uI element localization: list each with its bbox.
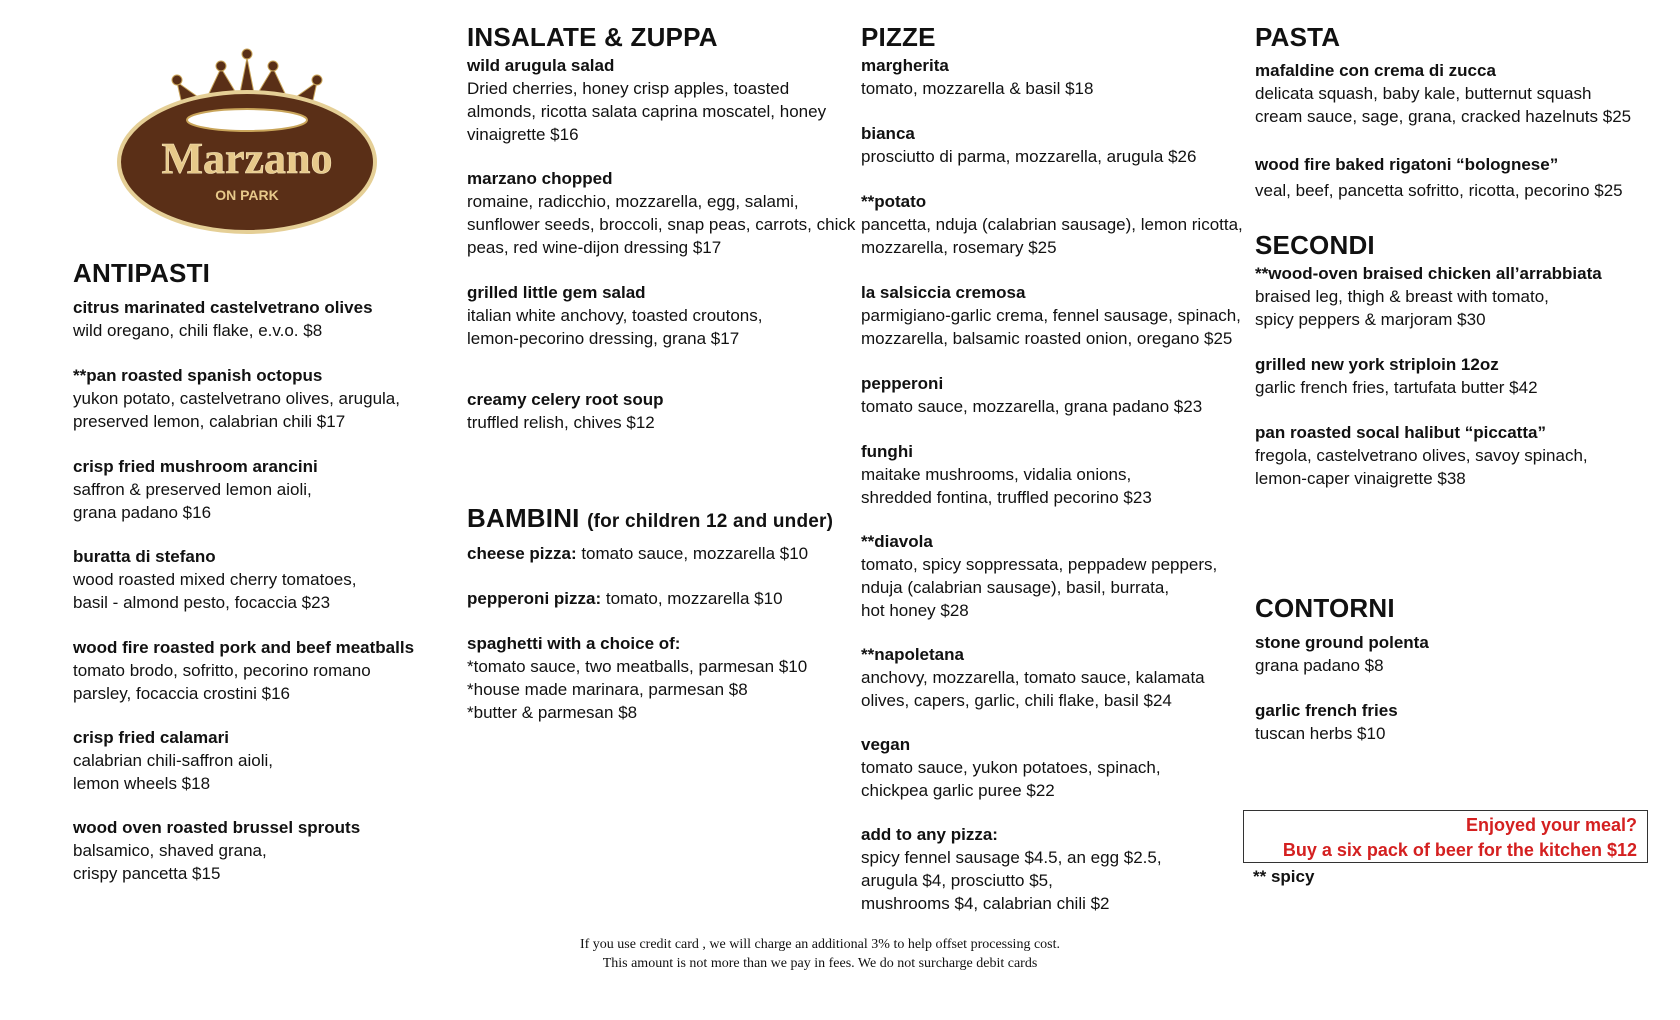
menu-item: [861, 823, 1162, 915]
item-desc: balsamico, shaved grana,: [73, 841, 267, 860]
item-desc: mozzarella, balsamic roasted onion, oregano $25: [861, 329, 1233, 348]
item-desc: anchovy, mozzarella, tomato sauce, kalamata: [861, 668, 1205, 687]
item-desc: tomato sauce, mozzarella, grana padano $23: [861, 397, 1203, 416]
menu-item: [73, 364, 400, 433]
section-title-antipasti: ANTIPASTI: [73, 258, 211, 288]
menu-item: [467, 542, 808, 565]
item-name: grilled new york striploin 12oz: [1255, 355, 1499, 374]
item-desc: calabrian chili-saffron aioli,: [73, 751, 274, 770]
bambini-subtitle: (for children 12 and under): [587, 511, 834, 532]
item-name: wood oven roasted brussel sprouts: [73, 818, 361, 837]
section-title-insalate: INSALATE & ZUPPA: [467, 22, 718, 52]
section-title-secondi: SECONDI: [1255, 230, 1375, 260]
item-desc: romaine, radicchio, mozzarella, egg, salami,: [467, 192, 799, 211]
item-name: funghi: [861, 442, 913, 461]
item-name: stone ground polenta: [1255, 633, 1429, 652]
item-desc: yukon potato, castelvetrano olives, arugula,: [73, 389, 400, 408]
promo-line-1: Enjoyed your meal?: [1465, 815, 1637, 835]
item-name: spaghetti with a choice of:: [467, 634, 681, 653]
item-desc: tomato, mozzarella & basil $18: [861, 79, 1094, 98]
menu-item: [73, 296, 373, 342]
item-desc: nduja (calabrian sausage), basil, burrata,: [861, 578, 1170, 597]
menu-item: [861, 530, 1217, 622]
menu-item: [861, 54, 1093, 100]
item-desc: tomato, spicy soppressata, peppadew peppers,: [861, 555, 1218, 574]
menu-item: [861, 281, 1241, 350]
notice-line-1: If you use credit card , we will charge an additional 3% to help offset processing cost.: [579, 937, 1060, 952]
menu-item: [1255, 699, 1398, 745]
menu-item: [467, 167, 855, 259]
item-desc: grana padano $16: [73, 503, 212, 522]
item-desc: cream sauce, sage, grana, cracked hazelnuts $25: [1255, 107, 1632, 126]
menu-item: [467, 281, 762, 350]
menu-item: [1255, 59, 1631, 128]
item-desc: chickpea garlic puree $22: [861, 781, 1055, 800]
item-name: **pan roasted spanish octopus: [73, 366, 323, 385]
item-name: margherita: [861, 56, 949, 75]
item-name: garlic french fries: [1255, 701, 1398, 720]
item-desc: garlic french fries, tartufata butter $42: [1255, 378, 1538, 397]
item-name: marzano chopped: [467, 169, 613, 188]
item-name: **diavola: [861, 532, 933, 551]
item-desc: vinaigrette $16: [467, 125, 579, 144]
menu-item: [1255, 262, 1602, 331]
item-name: add to any pizza:: [861, 825, 998, 844]
menu-item: [1255, 153, 1623, 202]
item-desc: basil - almond pesto, focaccia $23: [73, 593, 331, 612]
item-name: wood fire roasted pork and beef meatballs: [73, 638, 415, 657]
item-desc: hot honey $28: [861, 601, 969, 620]
item-desc: lemon-caper vinaigrette $38: [1255, 469, 1466, 488]
item-desc: delicata squash, baby kale, butternut squash: [1255, 84, 1592, 103]
item-desc: tomato sauce, mozzarella $10: [576, 544, 809, 563]
item-desc: mozzarella, rosemary $25: [861, 238, 1057, 257]
crown-logo-graphic: [115, 40, 380, 235]
menu-item: [861, 190, 1243, 259]
item-name: **wood-oven braised chicken all’arrabbiata: [1255, 264, 1602, 283]
notice-line-2: This amount is not more than we pay in fees. We do not surcharge debit cards: [602, 956, 1038, 971]
item-name: grilled little gem salad: [467, 283, 646, 302]
menu-item: [1255, 631, 1429, 677]
menu-item: [1255, 421, 1588, 490]
item-desc: crispy pancetta $15: [73, 864, 221, 883]
item-name: crisp fried calamari: [73, 728, 229, 747]
item-desc: italian white anchovy, toasted croutons,: [467, 306, 763, 325]
menu-item: [861, 372, 1202, 418]
item-desc: Dried cherries, honey crisp apples, toasted: [467, 79, 790, 98]
item-desc: arugula $4, prosciutto $5,: [861, 871, 1053, 890]
item-name: wild arugula salad: [467, 56, 615, 75]
item-name: pepperoni: [861, 374, 944, 393]
item-desc: fregola, castelvetrano olives, savoy spinach,: [1255, 446, 1588, 465]
item-name: wood fire baked rigatoni “bolognese”: [1255, 155, 1559, 174]
item-name: pan roasted socal halibut “piccatta”: [1255, 423, 1546, 442]
item-desc: wild oregano, chili flake, e.v.o. $8: [73, 321, 323, 340]
menu-item: [73, 455, 318, 524]
item-desc: truffled relish, chives $12: [467, 413, 655, 432]
item-desc: parsley, focaccia crostini $16: [73, 684, 291, 703]
menu-item: [73, 545, 356, 614]
item-name: citrus marinated castelvetrano olives: [73, 298, 373, 317]
item-name: **potato: [861, 192, 927, 211]
item-desc: veal, beef, pancetta sofritto, ricotta, pecorino $25: [1255, 181, 1623, 200]
item-desc: *tomato sauce, two meatballs, parmesan $10: [467, 657, 808, 676]
item-desc: preserved lemon, calabrian chili $17: [73, 412, 346, 431]
menu-item: [861, 733, 1161, 802]
item-desc: parmigiano-garlic crema, fennel sausage, spinach,: [861, 306, 1241, 325]
credit-card-notice: [440, 935, 1200, 973]
item-desc: wood roasted mixed cherry tomatoes,: [73, 570, 357, 589]
menu-item: [467, 388, 664, 434]
menu-item: [861, 122, 1196, 168]
item-desc: tuscan herbs $10: [1255, 724, 1386, 743]
item-desc: tomato brodo, sofritto, pecorino romano: [73, 661, 371, 680]
item-name: cheese pizza:: [467, 544, 577, 563]
item-desc: lemon-pecorino dressing, grana $17: [467, 329, 740, 348]
menu-item: [1255, 353, 1538, 399]
item-name: vegan: [861, 735, 911, 754]
kitchen-beer-promo: [1243, 810, 1648, 863]
item-name: mafaldine con crema di zucca: [1255, 61, 1496, 80]
menu-item: [467, 587, 783, 610]
menu-item: [73, 726, 273, 795]
item-desc: sunflower seeds, broccoli, snap peas, carrots, chick: [467, 215, 856, 234]
item-desc: lemon wheels $18: [73, 774, 211, 793]
section-title-bambini: [467, 503, 833, 534]
item-name: bianca: [861, 124, 915, 143]
item-desc: peas, red wine-dijon dressing $17: [467, 238, 722, 257]
item-name: buratta di stefano: [73, 547, 216, 566]
marzano-logo: [115, 40, 380, 235]
logo-sub: ON PARK: [215, 187, 279, 203]
section-title-pasta: PASTA: [1255, 22, 1341, 52]
menu-item: [73, 816, 360, 885]
item-desc: spicy peppers & marjoram $30: [1255, 310, 1486, 329]
item-desc: saffron & preserved lemon aioli,: [73, 480, 312, 499]
bambini-title: BAMBINI: [467, 503, 580, 533]
item-desc: maitake mushrooms, vidalia onions,: [861, 465, 1132, 484]
item-desc: tomato, mozzarella $10: [601, 589, 783, 608]
item-name: la salsiccia cremosa: [861, 283, 1026, 302]
item-desc: grana padano $8: [1255, 656, 1384, 675]
menu-item: [861, 440, 1152, 509]
menu-item: [467, 632, 807, 724]
item-desc: almonds, ricotta salata caprina moscatel, honey: [467, 102, 827, 121]
item-name: creamy celery root soup: [467, 390, 664, 409]
section-title-contorni: CONTORNI: [1255, 593, 1395, 623]
spicy-legend: ** spicy: [1253, 867, 1315, 886]
section-title-pizze: PIZZE: [861, 22, 936, 52]
item-desc: prosciutto di parma, mozzarella, arugula $26: [861, 147, 1197, 166]
menu-item: [467, 54, 826, 146]
promo-line-2: Buy a six pack of beer for the kitchen $12: [1282, 840, 1637, 860]
item-desc: pancetta, nduja (calabrian sausage), lemon ricotta,: [861, 215, 1243, 234]
item-name: **napoletana: [861, 645, 964, 664]
item-desc: shredded fontina, truffled pecorino $23: [861, 488, 1152, 507]
item-desc: mushrooms $4, calabrian chili $2: [861, 894, 1110, 913]
item-desc: tomato sauce, yukon potatoes, spinach,: [861, 758, 1161, 777]
item-desc: braised leg, thigh & breast with tomato,: [1255, 287, 1549, 306]
item-desc: spicy fennel sausage $4.5, an egg $2.5,: [861, 848, 1162, 867]
item-desc: olives, capers, garlic, chili flake, basil $24: [861, 691, 1172, 710]
item-name: pepperoni pizza:: [467, 589, 602, 608]
item-desc: *butter & parmesan $8: [467, 703, 638, 722]
logo-name: Marzano: [161, 134, 333, 183]
item-desc: *house made marinara, parmesan $8: [467, 680, 748, 699]
item-name: crisp fried mushroom arancini: [73, 457, 318, 476]
menu-item: [73, 636, 414, 705]
menu-item: [861, 643, 1205, 712]
